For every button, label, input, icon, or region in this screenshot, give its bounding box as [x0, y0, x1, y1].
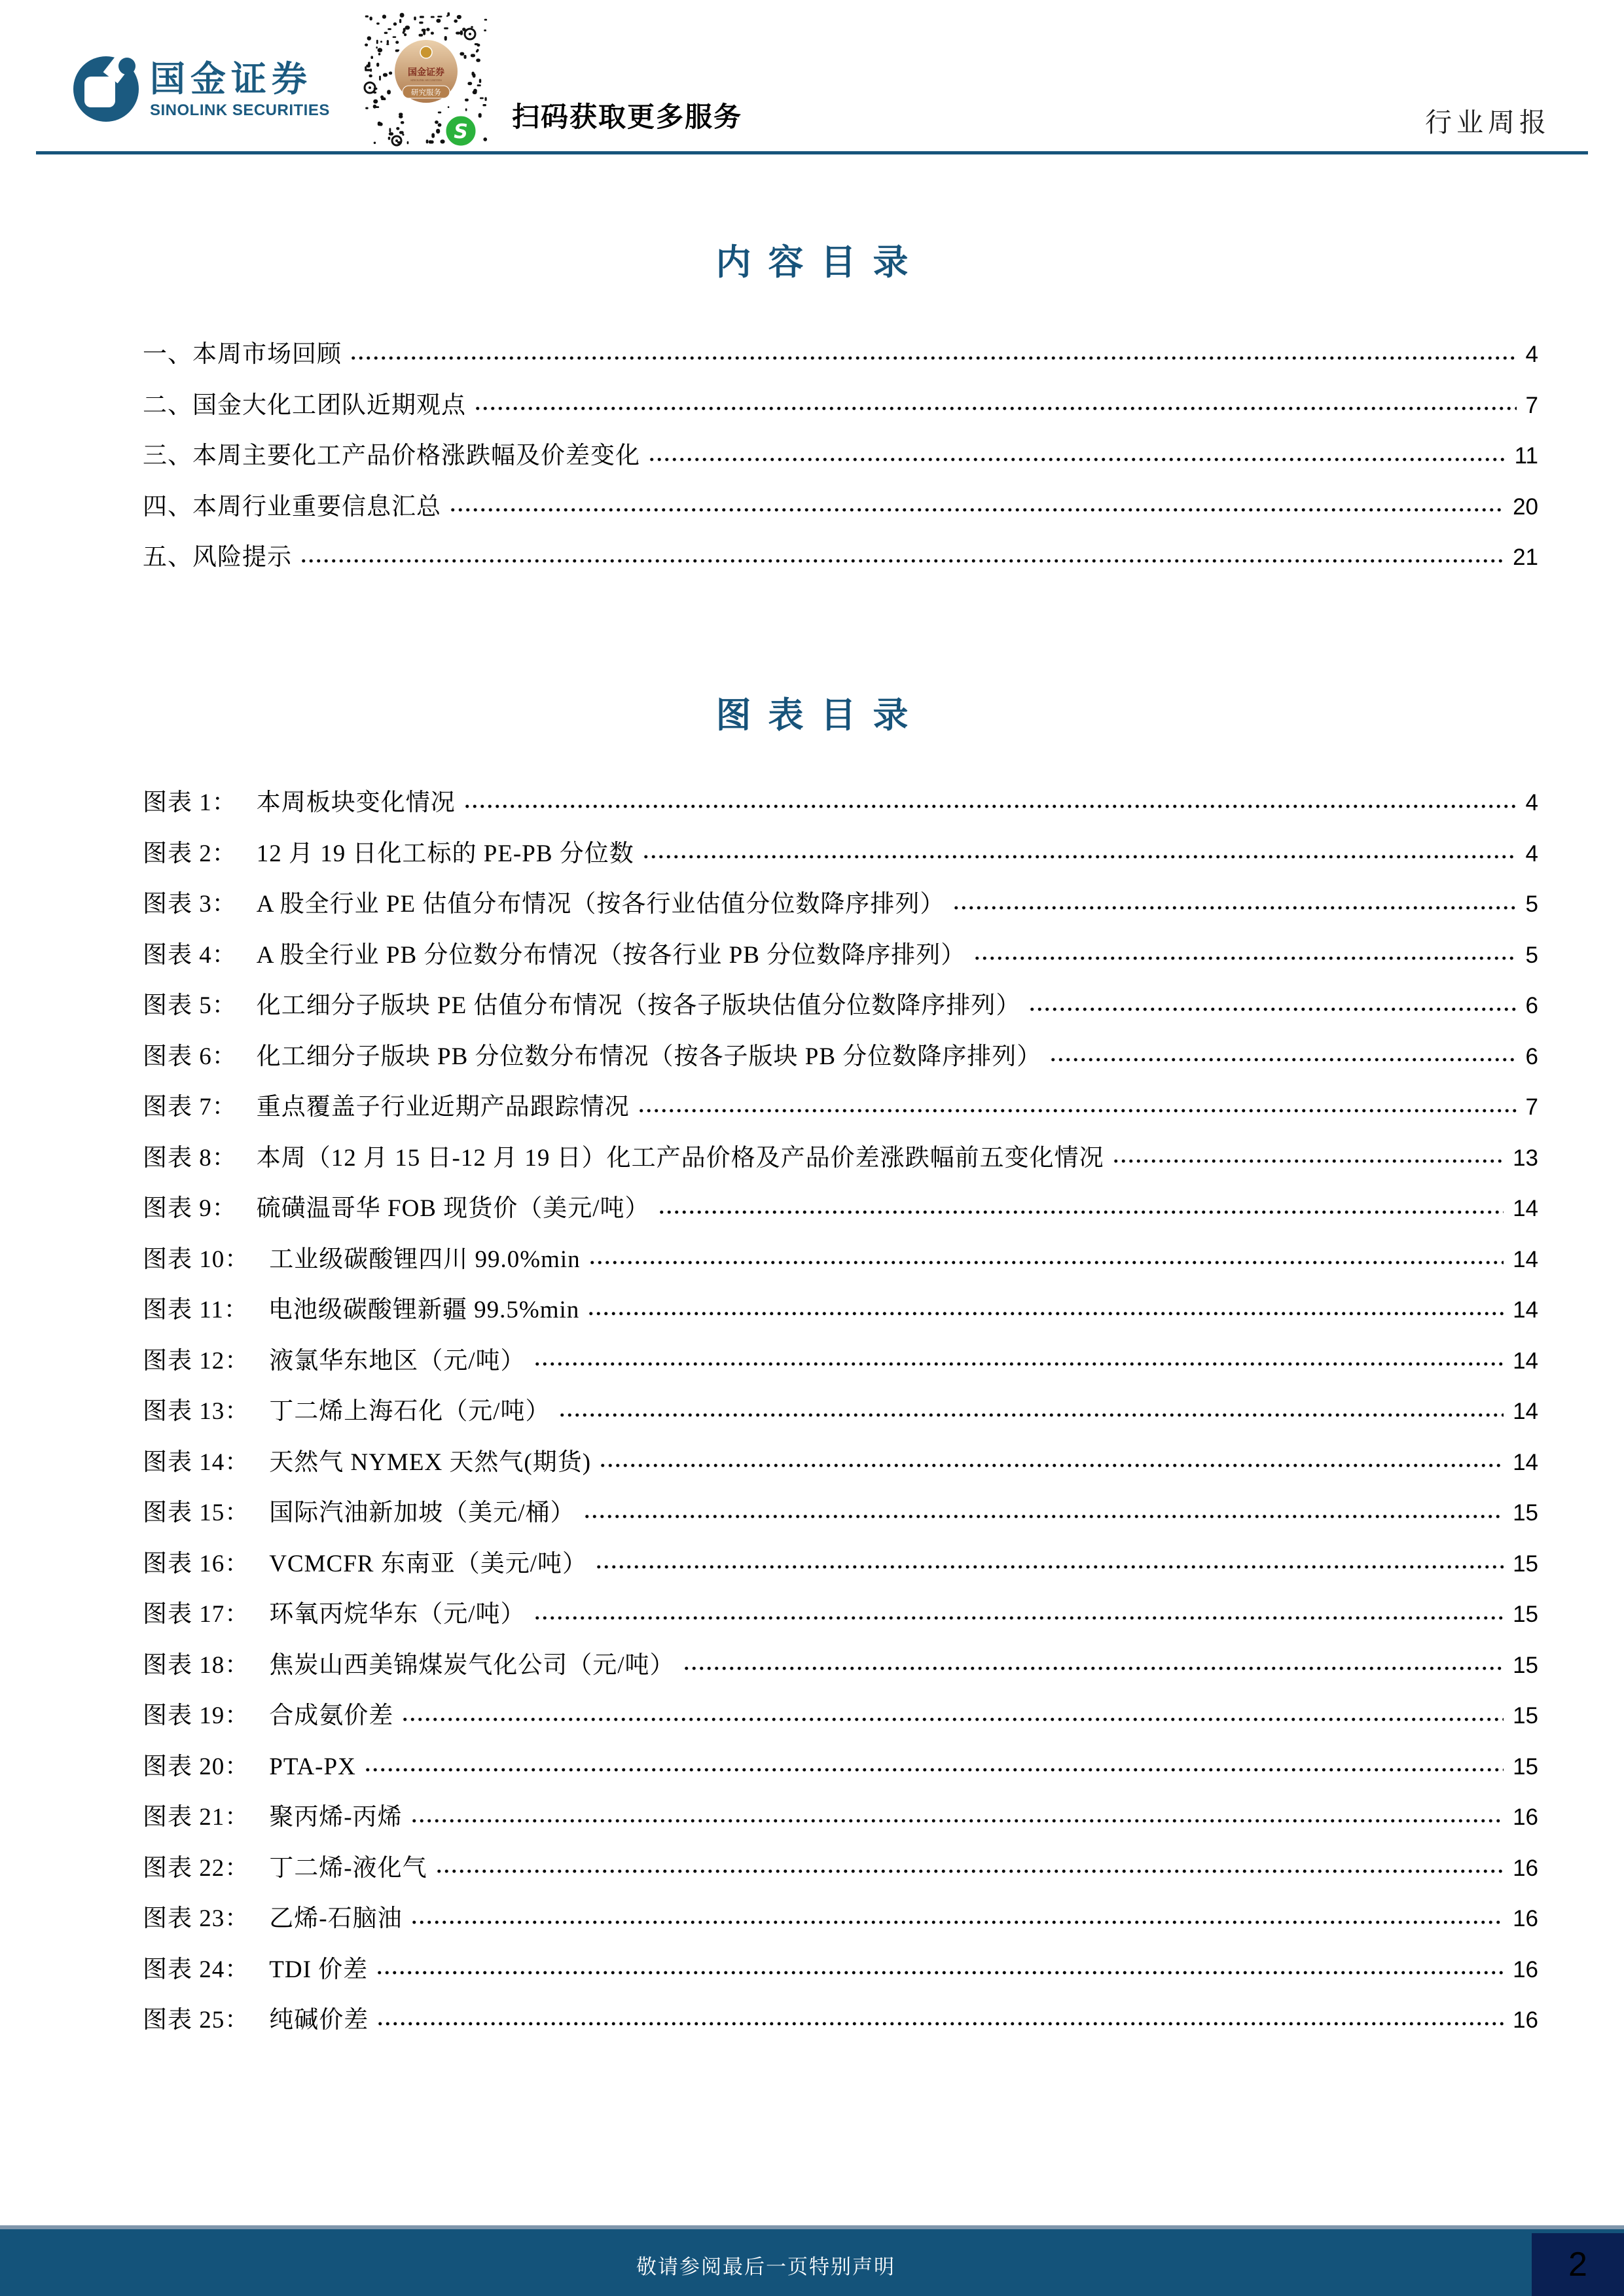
sinolink-logo-icon	[73, 56, 139, 122]
dotted-leader	[410, 1920, 1504, 1924]
figure-entry-page: 4	[1525, 840, 1538, 867]
figure-entry-num: 图表 16：	[143, 1550, 250, 1577]
qr-badge-sub-text: SINOLINK SECURITIES	[410, 79, 442, 82]
figure-entry-num: 图表 7：	[143, 1094, 237, 1121]
toc-entry-label: 一、本周市场回顾	[143, 341, 342, 368]
figure-entry-num: 图表 20：	[143, 1753, 250, 1780]
toc-entry[interactable]	[143, 419, 1538, 470]
figure-entry[interactable]	[143, 918, 1538, 969]
figure-entry-page: 14	[1513, 1297, 1538, 1323]
footer-disclaimer: 敬请参阅最后一页特别声明	[636, 2255, 895, 2278]
figure-entry-num: 图表 18：	[143, 1651, 250, 1679]
toc-title: 内容目录	[715, 243, 926, 282]
figure-entry-label: 本周（12 月 15 日-12 月 19 日）化工产品价格及产品价差涨跌幅前五变化情况	[256, 1144, 1104, 1172]
figure-entry-num: 图表 23：	[143, 1905, 250, 1933]
figure-entry-page: 16	[1513, 1855, 1538, 1881]
dotted-leader	[658, 1210, 1504, 1214]
toc-entry-page: 11	[1514, 443, 1538, 469]
figure-entry-label: 合成氨价差	[269, 1702, 394, 1730]
figure-entry-num: 图表 11：	[143, 1297, 249, 1324]
toc-entry-label: 四、本周行业重要信息汇总	[143, 493, 441, 520]
figure-entry[interactable]	[143, 1476, 1538, 1527]
figure-entry-page: 14	[1513, 1449, 1538, 1475]
figure-entry-num: 图表 15：	[143, 1499, 250, 1527]
figure-entry-label: PTA-PX	[269, 1753, 356, 1780]
dotted-leader	[401, 1717, 1504, 1721]
header-divider	[36, 151, 1588, 154]
figure-entry-page: 15	[1513, 1753, 1538, 1780]
figure-entry-num: 图表 1：	[143, 789, 237, 817]
figure-entry-label: TDI 价差	[269, 1956, 369, 1983]
figure-entry-page: 7	[1525, 1094, 1538, 1121]
toc-entry-label: 三、本周主要化工产品价格涨跌幅及价差变化	[143, 442, 640, 470]
figure-entry-label: A 股全行业 PB 分位数分布情况（按各行业 PB 分位数降序排列）	[256, 941, 966, 969]
figure-entry[interactable]	[143, 1223, 1538, 1274]
figure-entry[interactable]	[143, 1070, 1538, 1121]
figure-entry-page: 16	[1513, 1956, 1538, 1982]
dotted-leader	[435, 1869, 1504, 1873]
footer-page-number: 2	[1532, 2233, 1624, 2296]
qr-caption: 扫码获取更多服务	[512, 101, 743, 132]
figures-title: 图表目录	[715, 696, 926, 735]
figure-entry-label: 工业级碳酸锂四川 99.0%min	[269, 1246, 581, 1273]
figure-entry[interactable]	[143, 1882, 1538, 1933]
dotted-leader	[952, 906, 1516, 910]
toc-entry[interactable]	[143, 368, 1538, 420]
dotted-leader	[474, 406, 1517, 410]
figure-entry-page: 6	[1525, 1043, 1538, 1069]
toc-entry-page: 4	[1525, 342, 1538, 368]
figure-entry-num: 图表 13：	[143, 1398, 250, 1426]
figure-entry-num: 图表 19：	[143, 1702, 250, 1730]
toc-entry[interactable]	[143, 317, 1538, 368]
dotted-leader	[599, 1463, 1504, 1467]
figure-entry-num: 图表 9：	[143, 1195, 237, 1223]
figure-entry-label: 环氧丙烷华东（元/吨）	[269, 1601, 526, 1628]
figure-entry-page: 5	[1525, 942, 1538, 968]
svg-text:S: S	[454, 120, 468, 143]
header-logo	[73, 56, 330, 122]
figure-entry-label: 国际汽油新加坡（美元/桶）	[269, 1499, 575, 1527]
figure-entry[interactable]	[143, 1933, 1538, 1984]
figure-entry-label: 丁二烯-液化气	[269, 1854, 427, 1882]
figure-entry-page: 15	[1513, 1500, 1538, 1526]
dotted-leader	[648, 457, 1506, 461]
report-type-label: 行业周报	[1425, 107, 1551, 137]
figure-entry[interactable]	[143, 1273, 1538, 1324]
figures-list	[143, 766, 1538, 2034]
figure-entry[interactable]	[143, 1730, 1538, 1781]
dotted-leader	[350, 356, 1517, 360]
figure-entry-num: 图表 14：	[143, 1448, 250, 1476]
dotted-leader	[1112, 1159, 1504, 1163]
dotted-leader	[583, 1515, 1504, 1518]
dotted-leader	[376, 1971, 1504, 1975]
figure-entry-label: 丁二烯上海石化（元/吨）	[269, 1398, 550, 1426]
figure-entry-num: 图表 21：	[143, 1804, 250, 1831]
figure-entry-page: 15	[1513, 1652, 1538, 1678]
figure-entry[interactable]	[143, 766, 1538, 817]
figure-entry-label: 化工细分子版块 PE 估值分布情况（按各子版块估值分位数降序排列）	[256, 992, 1021, 1020]
toc-entry[interactable]	[143, 470, 1538, 521]
dotted-leader	[683, 1666, 1504, 1670]
figure-entry-num: 图表 5：	[143, 992, 237, 1020]
toc-entry-label: 二、国金大化工团队近期观点	[143, 391, 466, 419]
figure-entry-num: 图表 2：	[143, 840, 237, 867]
figure-entry[interactable]	[143, 1172, 1538, 1223]
qr-badge-service-text: 研究服务	[411, 89, 441, 97]
toc-entry-page: 7	[1525, 392, 1538, 418]
logo-en-text: SINOLINK SECURITIES	[150, 101, 330, 119]
dotted-leader	[638, 1109, 1517, 1113]
figure-entry-label: A 股全行业 PE 估值分布情况（按各行业估值分位数降序排列）	[256, 891, 945, 918]
figure-entry-num: 图表 22：	[143, 1854, 250, 1882]
figure-entry-page: 15	[1513, 1551, 1538, 1577]
figure-entry[interactable]	[143, 1628, 1538, 1679]
figure-entry[interactable]	[143, 1983, 1538, 2034]
figure-entry[interactable]	[143, 1577, 1538, 1628]
figure-entry-label: 电池级碳酸锂新疆 99.5%min	[268, 1297, 580, 1324]
logo-cn-text: 国金证券	[150, 60, 312, 99]
figure-entry[interactable]	[143, 1527, 1538, 1578]
toc-entry-page: 20	[1513, 493, 1538, 520]
dotted-leader	[595, 1565, 1504, 1569]
figure-entry-page: 5	[1525, 891, 1538, 918]
dotted-leader	[463, 804, 1517, 808]
figure-entry[interactable]	[143, 1374, 1538, 1426]
figure-entry[interactable]	[143, 1426, 1538, 1477]
dotted-leader	[533, 1616, 1504, 1620]
figure-entry[interactable]	[143, 1020, 1538, 1071]
qr-code	[361, 8, 491, 151]
dotted-leader	[364, 1768, 1504, 1772]
wechat-channels-icon	[445, 115, 477, 147]
figure-entry-label: 12 月 19 日化工标的 PE-PB 分位数	[256, 840, 634, 867]
figure-entry[interactable]	[143, 1780, 1538, 1831]
figure-entry-label: 乙烯-石脑油	[269, 1905, 403, 1933]
figure-entry-page: 15	[1513, 1703, 1538, 1729]
toc-entry-label: 五、风险提示	[143, 544, 292, 571]
qr-badge-brand-text: 国金证券	[408, 68, 444, 78]
figure-entry-page: 14	[1513, 1246, 1538, 1272]
dotted-leader	[376, 2022, 1504, 2026]
figure-entry-num: 图表 6：	[143, 1043, 237, 1070]
dotted-leader	[533, 1362, 1504, 1366]
figure-entry-label: 重点覆盖子行业近期产品跟踪情况	[256, 1094, 630, 1121]
dotted-leader	[642, 855, 1517, 859]
figure-entry-page: 6	[1525, 993, 1538, 1019]
toc-list	[143, 317, 1538, 571]
dotted-leader	[973, 956, 1516, 960]
dotted-leader	[449, 508, 1504, 512]
figure-entry-page: 15	[1513, 1602, 1538, 1628]
figure-entry[interactable]	[143, 1831, 1538, 1882]
figure-entry-page: 16	[1513, 2007, 1538, 2034]
figure-entry[interactable]	[143, 1679, 1538, 1730]
figure-entry-label: 焦炭山西美锦煤炭气化公司（元/吨）	[269, 1651, 675, 1679]
figure-entry[interactable]	[143, 867, 1538, 918]
figure-entry-num: 图表 8：	[143, 1144, 237, 1172]
figure-entry[interactable]	[143, 969, 1538, 1020]
figure-entry-page: 13	[1513, 1145, 1538, 1171]
dotted-leader	[1049, 1058, 1516, 1062]
toc-entry[interactable]	[143, 520, 1538, 571]
figure-entry-label: VCMCFR 东南亚（美元/吨）	[269, 1550, 588, 1577]
footer	[0, 2225, 1624, 2296]
figure-entry-page: 14	[1513, 1399, 1538, 1425]
figure-entry-num: 图表 17：	[143, 1601, 250, 1628]
toc-entry-page: 21	[1513, 545, 1538, 571]
figure-entry-label: 纯碱价差	[269, 2007, 369, 2034]
dotted-leader	[588, 1261, 1504, 1265]
dotted-leader	[300, 559, 1504, 563]
figure-entry-label: 液氯华东地区（元/吨）	[269, 1347, 526, 1374]
figure-entry-label: 化工细分子版块 PB 分位数分布情况（按各子版块 PB 分位数降序排列）	[256, 1043, 1042, 1070]
figure-entry-label: 聚丙烯-丙烯	[269, 1804, 403, 1831]
dotted-leader	[1028, 1007, 1516, 1011]
figure-entry[interactable]	[143, 1121, 1538, 1172]
figure-entry-page: 16	[1513, 1906, 1538, 1932]
figure-entry-num: 图表 3：	[143, 891, 237, 918]
figure-entry-label: 硫磺温哥华 FOB 现货价（美元/吨）	[256, 1195, 650, 1223]
figure-entry-label: 本周板块变化情况	[256, 789, 456, 817]
figure-entry-num: 图表 10：	[143, 1246, 250, 1273]
figure-entry-num: 图表 12：	[143, 1347, 250, 1374]
qr-center-badge	[392, 37, 460, 105]
figure-entry-num: 图表 4：	[143, 941, 237, 969]
figure-entry-label: 天然气 NYMEX 天然气(期货)	[269, 1448, 592, 1476]
figure-entry-page: 14	[1513, 1196, 1538, 1222]
figure-entry[interactable]	[143, 817, 1538, 868]
dotted-leader	[410, 1819, 1504, 1823]
dotted-leader	[587, 1312, 1504, 1316]
figure-entry-page: 14	[1513, 1348, 1538, 1374]
figure-entry[interactable]	[143, 1324, 1538, 1375]
figure-entry-page: 4	[1525, 790, 1538, 816]
figure-entry-num: 图表 25：	[143, 2007, 250, 2034]
figure-entry-num: 图表 24：	[143, 1956, 250, 1983]
figure-entry-page: 16	[1513, 1804, 1538, 1831]
dotted-leader	[558, 1413, 1504, 1417]
